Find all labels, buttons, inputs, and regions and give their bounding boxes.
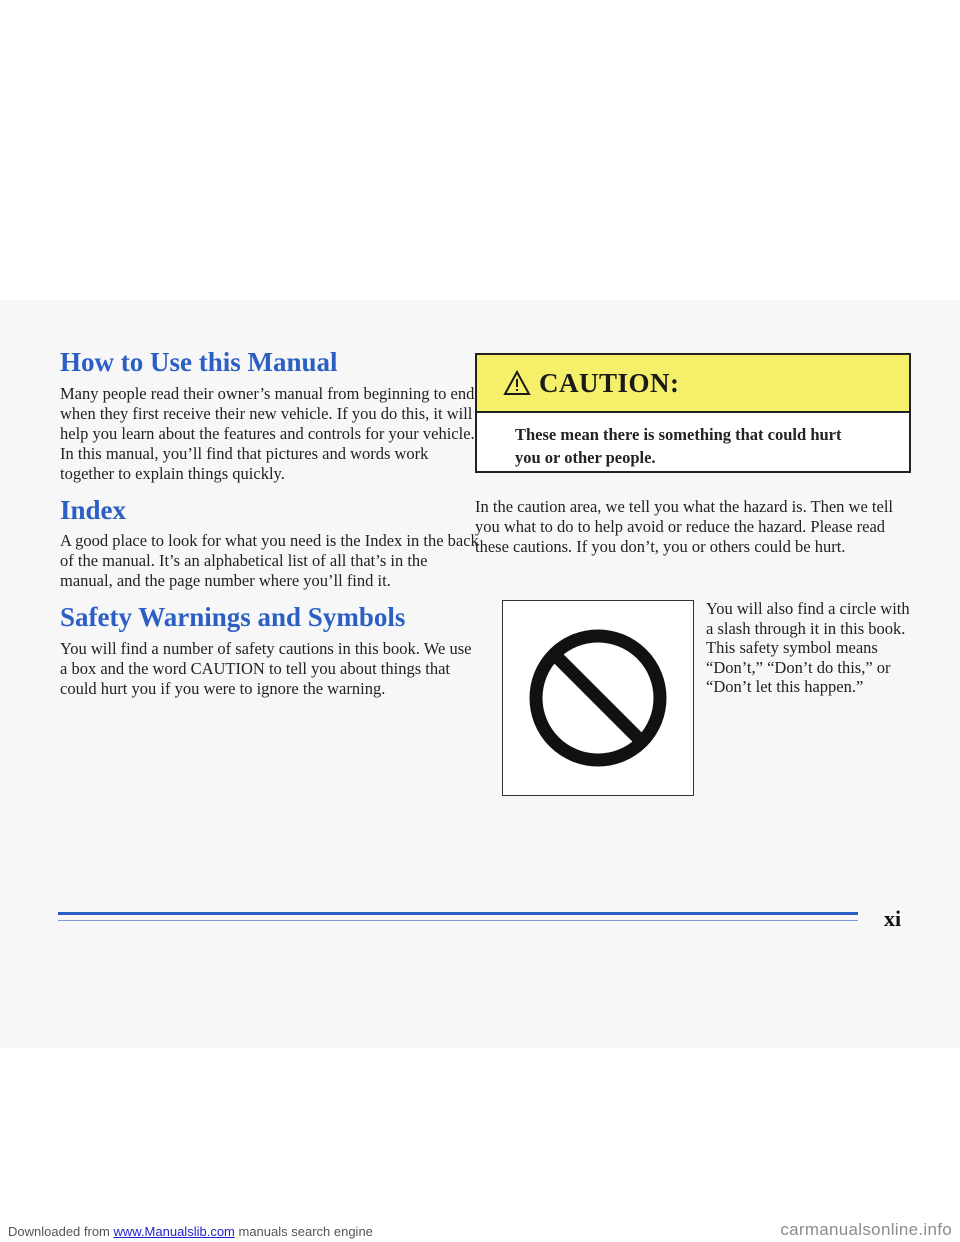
section-heading-safety: Safety Warnings and Symbols (60, 602, 406, 633)
left-column (60, 348, 480, 711)
caution-title: CAUTION: (539, 367, 680, 398)
page-number: xi (884, 906, 902, 931)
right-column (475, 497, 915, 569)
section-body-index: A good place to look for what you need is the Index in the back of the manual. It’s an alphabetical list of all that’s in the manual, and the page number where you’ll find it. (60, 531, 479, 591)
watermark: carmanualsonline.info (780, 1220, 952, 1239)
caution-box (475, 353, 911, 473)
download-footer (8, 1224, 373, 1239)
caution-explanation: In the caution area, we tell you what the hazard is. Then we tell you what to do to help avoid or reduce the hazard. Please read these cautions. If you don’t, you or others could be hurt. (475, 497, 893, 556)
warning-triangle-icon (503, 370, 531, 396)
symbol-description: You will also find a circle with a slash through it in this book. This safety symbol means “Don’t,” “Don’t do this,” or “Don’t let this happen.” (706, 599, 910, 696)
section-heading-index: Index (60, 494, 127, 525)
footer-prefix: Downloaded from (8, 1224, 114, 1239)
caution-body: These mean there is something that could hurt you or other people. (515, 425, 842, 467)
section-body-how-to-use: Many people read their owner’s manual from beginning to end when they first receive their new vehicle. If you do this, it will help you learn about the features and controls for your vehicle. In this manual, you’ll find that pictures and words work together to explain things quickly. (60, 383, 475, 483)
bottom-rule (58, 912, 858, 915)
symbol-box (502, 600, 694, 796)
prohibition-circle-icon (503, 601, 693, 795)
footer-suffix: manuals search engine (234, 1224, 373, 1239)
section-body-safety: You will find a number of safety cautions in this book. We use a box and the word CAUTION to tell you about things that could hurt you if you were to ignore the warning. (60, 639, 472, 699)
bottom-rule-thin (58, 920, 858, 921)
section-heading-how-to-use: How to Use this Manual (60, 347, 338, 377)
manualslib-link[interactable]: www.Manualslib.com (113, 1224, 235, 1239)
caution-header (477, 355, 909, 413)
